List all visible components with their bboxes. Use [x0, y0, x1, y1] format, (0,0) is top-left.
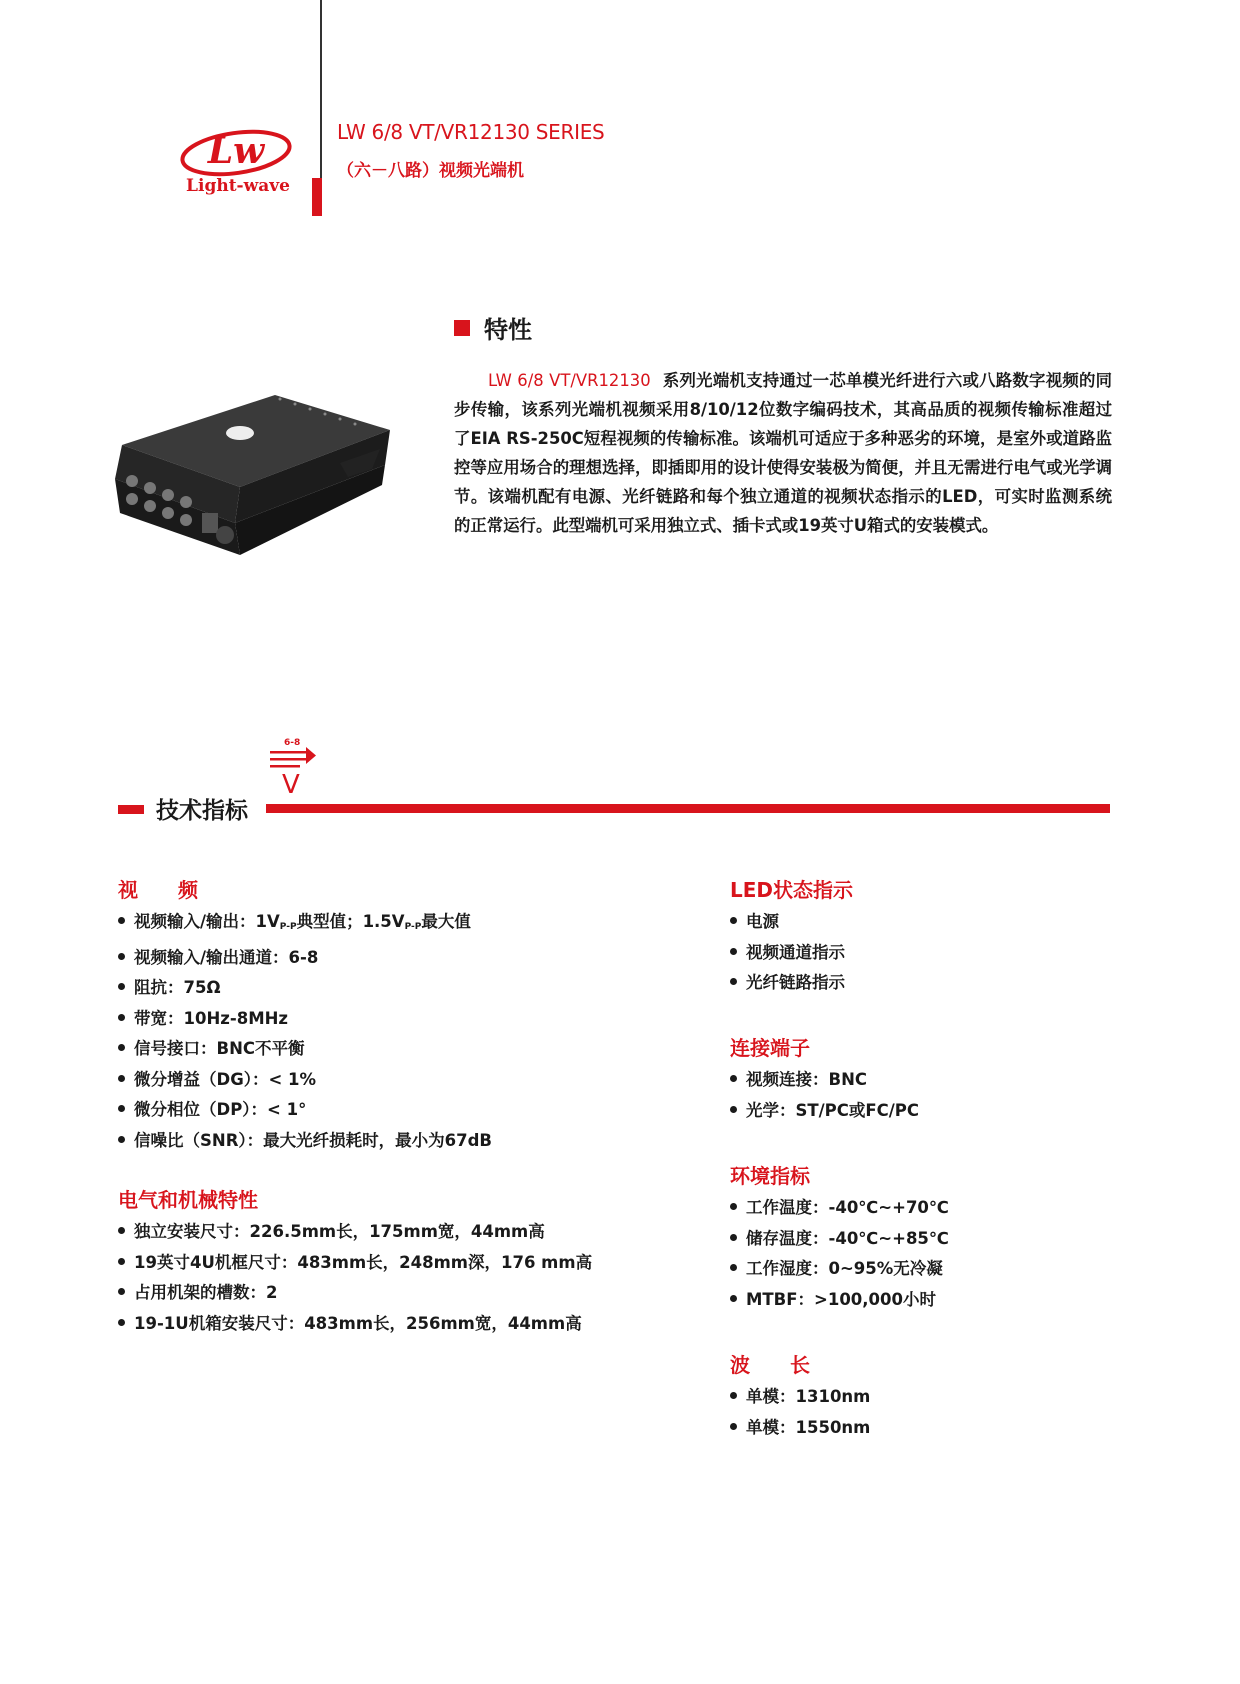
electrical-item: 19英寸4U机框尺寸：483mm长，248mm深，176 mm高 — [118, 1248, 592, 1279]
vmark-top: 6-8 — [284, 738, 301, 748]
environment-item: 储存温度：-40℃~+85℃ — [730, 1224, 949, 1255]
video-item: 信号接口：BNC不平衡 — [118, 1034, 492, 1065]
tech-title: 技术指标 — [156, 798, 248, 824]
logo-mark: Lw — [207, 130, 265, 172]
bullet-icon — [730, 1423, 737, 1430]
wavelength-title: 波 长 — [730, 1353, 810, 1377]
bullet-icon — [118, 1258, 125, 1265]
bullet-icon — [730, 1295, 737, 1302]
vmark-bottom: V — [282, 770, 300, 796]
video-item: 阻抗：75Ω — [118, 973, 492, 1004]
bullet-icon — [730, 917, 737, 924]
bullet-icon — [730, 1075, 737, 1082]
led-title: LED状态指示 — [730, 878, 854, 902]
environment-item: MTBF：>100,000小时 — [730, 1285, 949, 1316]
bullet-icon — [118, 1319, 125, 1326]
wavelength-item: 单模：1550nm — [730, 1413, 870, 1444]
bullet-icon — [118, 1136, 125, 1143]
video-item: 微分增益（DG）：< 1% — [118, 1065, 492, 1096]
bullet-icon — [118, 1075, 125, 1082]
bullet-icon — [730, 978, 737, 985]
features-paragraph — [454, 366, 1112, 540]
bullet-icon — [118, 1105, 125, 1112]
bullet-icon — [118, 1288, 125, 1295]
electrical-item: 占用机架的槽数：2 — [118, 1278, 592, 1309]
bullet-icon — [118, 917, 125, 924]
video-item: 信噪比（SNR）：最大光纤损耗时，最小为67dB — [118, 1126, 492, 1157]
environment-item: 工作湿度：0~95%无冷凝 — [730, 1254, 949, 1285]
logo-text: Light-wave — [186, 176, 290, 196]
tech-marker — [118, 805, 144, 814]
connector-title: 连接端子 — [730, 1036, 810, 1060]
header-accent-bar — [312, 178, 322, 216]
led-item: 光纤链路指示 — [730, 968, 845, 999]
video-item-io-level: 视频输入/输出：$1V_{P-P}$典型值；$1.5V_{P-P}$最大值 — [118, 907, 492, 943]
video-channel-mark — [268, 736, 320, 796]
connector-item: 视频连接：BNC — [730, 1065, 919, 1096]
electrical-list — [118, 1217, 592, 1339]
electrical-title: 电气和机械特性 — [118, 1188, 258, 1212]
bullet-icon — [730, 948, 737, 955]
connector-item: 光学：ST/PC或FC/PC — [730, 1096, 919, 1127]
features-model: LW 6/8 VT/VR12130 — [488, 371, 651, 390]
video-item: 微分相位（DP）：< 1° — [118, 1095, 492, 1126]
bullet-icon — [118, 953, 125, 960]
bullet-icon — [118, 1044, 125, 1051]
bullet-icon — [730, 1234, 737, 1241]
environment-list — [730, 1193, 949, 1315]
wavelength-list — [730, 1382, 870, 1443]
features-marker — [454, 320, 470, 336]
environment-title: 环境指标 — [730, 1164, 810, 1188]
series-title: LW 6/8 VT/VR12130 SERIES — [337, 120, 605, 144]
electrical-item: 19-1U机箱安装尺寸：483mm长，256mm宽，44mm高 — [118, 1309, 592, 1340]
electrical-item: 独立安装尺寸：226.5mm长，175mm宽，44mm高 — [118, 1217, 592, 1248]
features-title: 特性 — [484, 316, 532, 344]
led-item: 电源 — [730, 907, 845, 938]
video-title: 视 频 — [118, 878, 198, 902]
led-item: 视频通道指示 — [730, 938, 845, 969]
tech-divider-bar — [266, 804, 1110, 813]
features-body: 系列光端机支持通过一芯单模光纤进行六或八路数字视频的同步传输，该系列光端机视频采用8/10/12位数字编码技术，其高品质的视频传输标准超过了EIA RS-250C短程视频的传输标准。该端机可适应于多种恶劣的环境，是室外或道路监控等应用场合的理想选择，即插即用的设计使得安装极为简便，并且无需进行电气或光学调节。该端机配有电源、光纤链路和每个独立通道的视频状态指示的LED，可实时监测系统的正常运行。此型端机可采用独立式、插卡式或19英寸U箱式的安装模式。 — [454, 371, 1113, 535]
bullet-icon — [730, 1392, 737, 1399]
connector-list — [730, 1065, 919, 1126]
product-subtitle: （六－八路）视频光端机 — [337, 161, 524, 181]
bullet-icon — [118, 1014, 125, 1021]
environment-item: 工作温度：-40℃~+70℃ — [730, 1193, 949, 1224]
bullet-icon — [730, 1264, 737, 1271]
wavelength-item: 单模：1310nm — [730, 1382, 870, 1413]
bullet-icon — [118, 983, 125, 990]
bullet-icon — [118, 1227, 125, 1234]
video-list — [118, 907, 492, 1156]
video-item: 带宽：10Hz-8MHz — [118, 1004, 492, 1035]
device-photo — [110, 395, 395, 610]
video-item: 视频输入/输出通道：6-8 — [118, 943, 492, 974]
bullet-icon — [730, 1106, 737, 1113]
bullet-icon — [730, 1203, 737, 1210]
led-list — [730, 907, 845, 999]
